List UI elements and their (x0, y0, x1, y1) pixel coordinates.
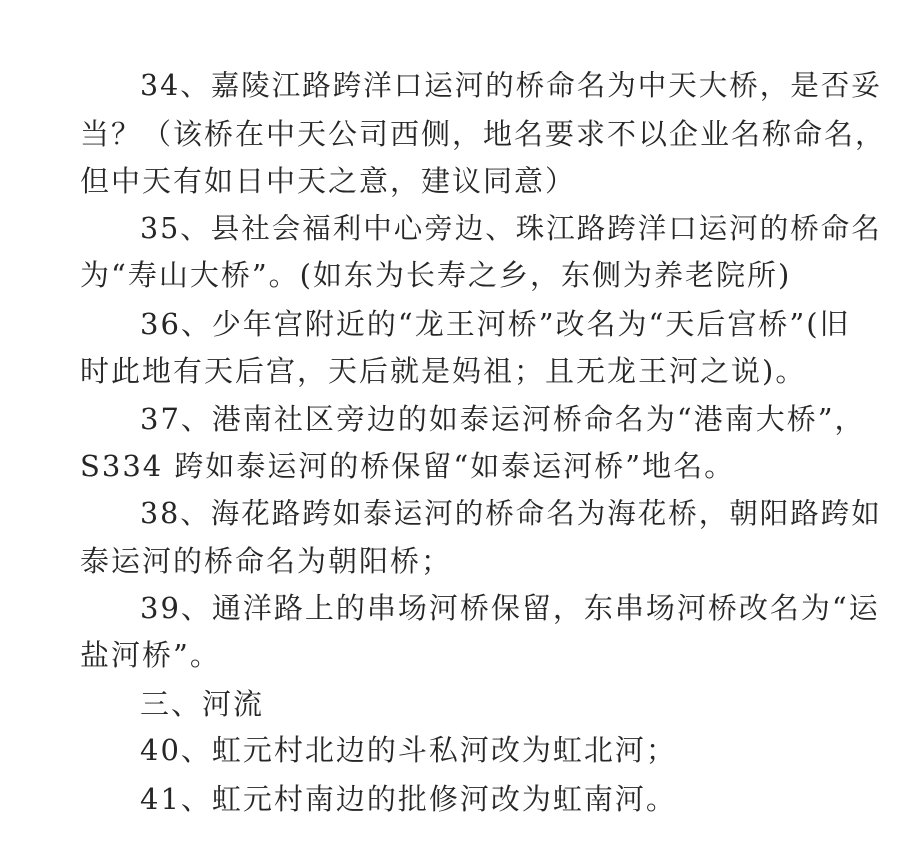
item-41-line-1: 41、虹元村南边的批修河改为虹南河。 (140, 782, 677, 816)
item-35-line-1: 35、县社会福利中心旁边、珠江路跨洋口运河的桥命名 (140, 212, 882, 245)
item-39-line-1: 39、通洋路上的串场河桥保留，东串场河桥改名为“运 (140, 591, 880, 625)
item-36-line-1: 36、少年宫附近的“龙王河桥”改名为“天后宫桥”(旧 (140, 307, 851, 341)
item-39-line-2: 盐河桥”。 (80, 638, 221, 672)
item-37-line-1: 37、港南社区旁边的如泰运河桥命名为“港南大桥”， (140, 402, 866, 436)
item-40-line-1: 40、虹元村北边的斗私河改为虹北河； (140, 733, 677, 767)
item-36-line-2: 时此地有天后宫，天后就是妈祖；且无龙王河之说)。 (80, 354, 807, 388)
item-35-line-2: 为“寿山大桥”。(如东为长寿之乡，东侧为养老院所) (80, 258, 792, 292)
item-34-line-2: 当？（该桥在中天公司西侧，地名要求不以企业名称命名， (80, 117, 887, 151)
item-34-line-1: 34、嘉陵江路跨洋口运河的桥命名为中天大桥，是否妥 (140, 69, 882, 102)
item-34-line-3: 但中天有如日中天之意，建议同意） (80, 164, 577, 198)
item-37-line-2: S334 跨如泰运河的桥保留“如泰运河桥”地名。 (80, 449, 736, 483)
section-heading-rivers: 三、河流 (140, 687, 265, 721)
item-38-line-1: 38、海花路跨如泰运河的桥命名为海花桥，朝阳路跨如 (140, 497, 882, 530)
item-38-line-2: 泰运河的桥命名为朝阳桥； (80, 544, 453, 578)
